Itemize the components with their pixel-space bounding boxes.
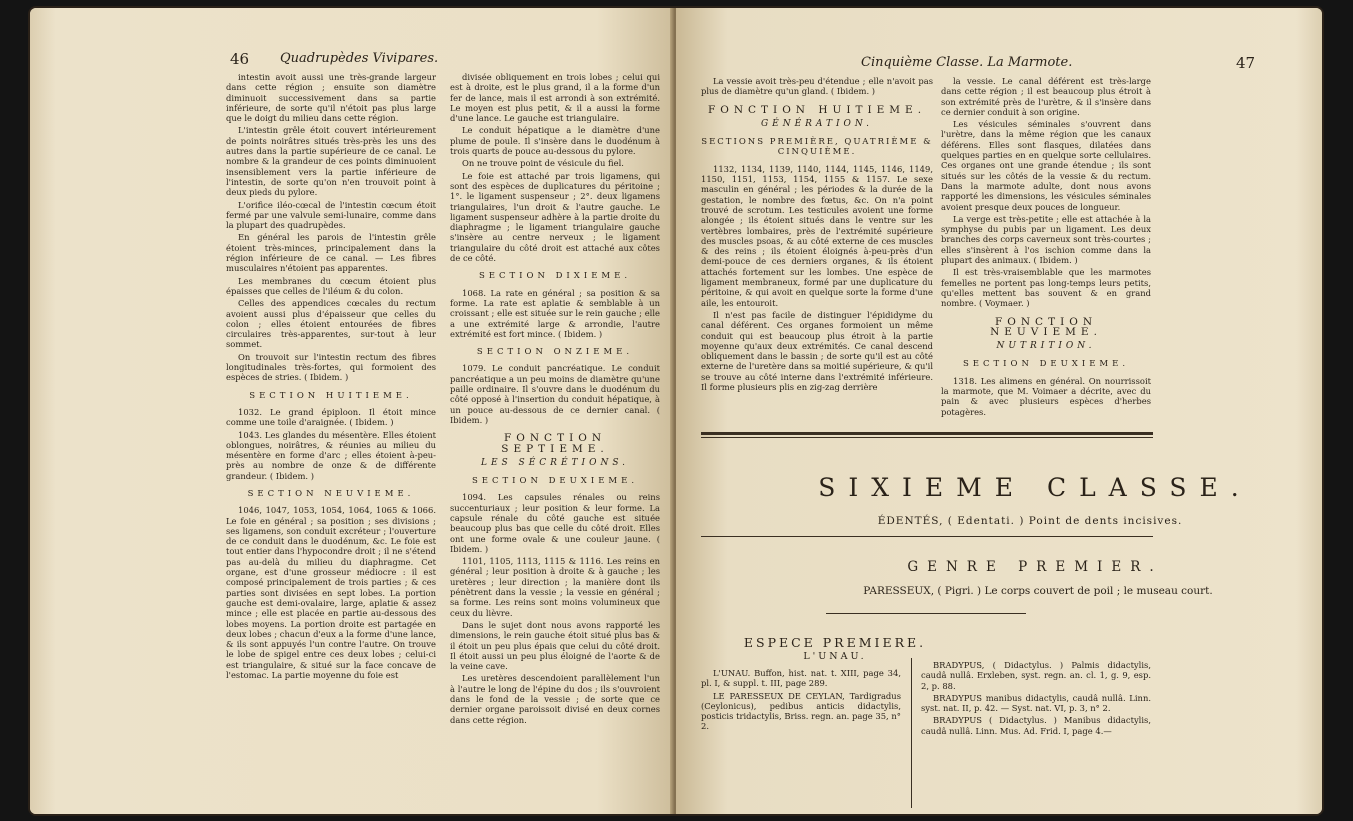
paragraph: On ne trouve point de vésicule du fiel. (462, 158, 624, 169)
genre-subtitle: PARESSEUX, ( Pigri. ) Le corps couvert de poil ; le museau court. (863, 585, 1213, 597)
paragraph: La verge est très-petite ; elle est attachée à la symphyse du pubis par un ligament. Les deux branches des corps caverneux sont très-courtes ; elles s'insèrent à l'os ischion comme dans la plupart des animaux. ( Ibidem. ) (941, 213, 1151, 266)
paragraph: L'intestin grêle étoit couvert intérieurement de points noirâtres situés très-près les uns des autres dans la partie supérieure de ce canal. Le nombre & la grandeur de ces points diminuoient insensiblement vers la partie inférieure de l'intestin, de sorte qu'on n'en trouvoit point à deux pieds du pylore. (226, 125, 436, 198)
paragraph: 1132, 1134, 1139, 1140, 1144, 1145, 1146, 1149, 1150, 1151, 1153, 1154, 1155 & 1157. Le sexe masculin en général ; les périodes & la durée de la gestation, le nombre des fœtus, &c. On n'a point trouvé de scrotum. Les testicules avoient une forme alongée ; ils étoient situés dans le ventre sur les vertèbres lombaires, près de l'extrémité supérieure des muscles psoas, & au côté externe de ces muscles & des reins ; ils étoient éloignés à-peu-près d'un demi-pouce de ces derniers organes, & ils étoient attachés fortement sur les lombes. Une espèce de ligament membraneux, formé par une duplicature du péritoine, & qui avoit en quelque sorte la forme d'une aile, les entouroit. (701, 163, 933, 308)
divider-rule (701, 536, 1153, 537)
class-title: SIXIEME CLASSE. (818, 473, 1252, 502)
left-page (30, 8, 674, 814)
running-header: Quadrupèdes Vivipares. (280, 51, 439, 66)
subheading: LES SÉCRÉTIONS. (480, 457, 630, 468)
paragraph: 1079. Le conduit pancréatique. Le conduit pancréatique a un peu moins de diamètre qu'une paille ordinaire. Il s'ouvre dans le duodénum du côté opposé à l'insertion du conduit hépatique, à un pouce au-dessous de ce dernier canal. ( Ibidem. ) (450, 363, 660, 425)
class-subtitle: ÉDENTÉS, ( Edentati. ) Point de dents incisives. (877, 515, 1183, 527)
paragraph: L'UNAU. Buffon, hist. nat. t. XIII, page 34, pl. I, & suppl. t. III, page 289. (701, 668, 901, 689)
paragraph: Il est très-vraisemblable que les marmotes femelles ne portent pas long-temps leurs petits, qu'elles mettent bas souvent & en grand nombre. ( Voymaer. ) (941, 267, 1151, 309)
running-header: Cinquième Classe. La Marmote. (861, 55, 1073, 70)
section-heading: SECTION NEUVIEME. (247, 488, 415, 499)
paragraph: 1101, 1105, 1113, 1115 & 1116. Les reins en général ; leur position à droite & à gauche ; les uretères ; leur direction ; la manière dont ils pénètrent dans la vessie ; la vessie en général ; sa forme. Les reins sont moins volumineux que ceux du lièvre. (450, 556, 660, 618)
divider-rule (701, 437, 1153, 438)
paragraph: BRADYPUS ( Didactylus. ) Manibus didactylis, caudâ nullâ. Linn. Mus. Ad. Frid. I, page 4.— (921, 715, 1151, 736)
page-number: 46 (230, 50, 250, 68)
section-heading: SECTION ONZIEME. (476, 347, 634, 358)
column-divider (911, 658, 912, 808)
divider-rule (701, 432, 1153, 435)
right-page (676, 8, 1322, 814)
paragraph: Les membranes du cœcum étoient plus épaisses que celles de l'iléum & du colon. (226, 275, 436, 296)
paragraph: Il n'est pas facile de distinguer l'épididyme du canal déférent. Ces organes formoient un même conduit qui est beaucoup plus étroit à la partie moyenne qu'aux deux extrémités. Ce canal descend obliquement dans le bassin ; de sorte qu'il est au côté externe de l'uretère dans sa moitié supérieure, & qu'il se trouve au côté interne dans l'extrémité inférieure. Il forme plusieurs plis en zig-zag derrière (701, 309, 933, 393)
text-column-1 (701, 76, 933, 394)
text-column-1 (226, 72, 436, 682)
paragraph: LE PARESSEUX DE CEYLAN, Tardigradus (Ceylonicus), pedibus anticis didactylis, posticis tridactylis, Briss. regn. an. page 35, n° 2. (701, 690, 901, 732)
section-heading: SECTIONS PREMIÈRE, QUATRIÈME & CINQUIÈME. (701, 137, 933, 158)
paragraph: 1032. Le grand épiploon. Il étoit mince comme une toile d'araignée. ( Ibidem. ) (226, 406, 436, 428)
paragraph: Dans le sujet dont nous avons rapporté les dimensions, le rein gauche étoit situé plus bas & il étoit un peu plus épais que celui du côté droit. Il étoit aussi un peu plus éloigné de l'aorte & de la veine cave. (450, 619, 660, 672)
function-heading: FONCTION SEPTIEME. (501, 432, 609, 455)
subheading: GÉNÉRATION. (760, 118, 874, 129)
paragraph: L'orifice iléo-cœcal de l'intestin cœcum étoit fermé par une valvule semi-lunaire, comme dans la plupart des quadrupèdes. (226, 199, 436, 231)
paragraph: BRADYPUS manibus didactylis, caudâ nullâ. Linn. syst. nat. II, p. 42. — Syst. nat. VI, p. 3, n° 2. (921, 692, 1151, 714)
paragraph: divisée obliquement en trois lobes ; celui qui est à droite, est le plus grand, il a la forme d'un fer de lance, mais il est arrondi à son extrémité. Le moyen est plus petit, & il a aussi la forme d'une lance. Le gauche est triangulaire. (450, 72, 660, 124)
text-column-2 (941, 76, 1151, 419)
paragraph: La vessie avoit très-peu d'étendue ; elle n'avoit pas plus de diamètre qu'un gland. ( Ibidem. ) (701, 76, 933, 97)
section-heading: SECTION DEUXIEME. (962, 359, 1130, 370)
paragraph: BRADYPUS, ( Didactylus. ) Palmis didactylis, caudâ nullâ. Erxleben, syst. regn. an. cl. 1, g. 9, esp. 2, p. 88. (921, 660, 1151, 691)
paragraph: Celles des appendices cœcales du rectum avoient aussi plus d'épaisseur que celles du colon ; elles étoient entourées de fibres circulaires très-apparentes, sur-tout à leur sommet. (226, 298, 436, 350)
paragraph: 1318. Les alimens en général. On nourrissoit la marmote, que M. Voimaer a décrite, avec du pain & avec plusieurs espèces d'herbes potagères. (941, 375, 1151, 417)
species-title: ESPECE PREMIERE. (743, 635, 927, 650)
text-column-3 (701, 668, 901, 734)
text-column-4 (921, 660, 1151, 738)
book-spread (30, 8, 1322, 814)
genre-title: GENRE PREMIER. (907, 559, 1163, 575)
paragraph: En général les parois de l'intestin grêle étoient très-minces, principalement dans la région inférieure de ce canal. — Les fibres musculaires n'étoient pas apparentes. (226, 232, 436, 274)
paragraph: Le conduit hépatique a le diamètre d'une plume de poule. Il s'insère dans le duodénum à trois quarts de pouce au-dessous du pylore. (450, 125, 660, 157)
paragraph: 1094. Les capsules rénales ou reins succenturiaux ; leur position & leur forme. La capsule rénale du côté gauche est située beaucoup plus bas que celle du côté droit. Elles ont une forme ovale & une couleur jaune. ( Ibidem. ) (450, 492, 660, 554)
paragraph: intestin avoit aussi une très-grande largeur dans cette région ; ensuite son diamètre diminuoit successivement dans sa partie inférieure, de sorte qu'il n'étoit pas plus large que le doigt du milieu dans cette région. (226, 72, 436, 124)
section-heading: SECTION DEUXIEME. (471, 476, 639, 487)
divider-rule (826, 613, 1026, 614)
paragraph: Le foie est attaché par trois ligamens, qui sont des espèces de duplicatures du péritoine ; 1°. le ligament suspenseur ; 2°. deux ligamens triangulaires, l'un droit & l'autre gauche. Le ligament suspenseur adhère à la partie droite du diaphragme ; le ligament triangulaire gauche s'insère au centre nerveux ; le ligament triangulaire du côté droit est attaché aux côtes de ce côté. (450, 170, 660, 264)
function-heading: FONCTION HUITIEME. (707, 103, 927, 116)
species-name: L'UNAU. (803, 651, 867, 662)
section-heading: SECTION DIXIEME. (478, 271, 632, 282)
section-heading: SECTION HUITIEME. (249, 390, 413, 401)
function-heading: FONCTION NEUVIEME. (990, 315, 1102, 338)
paragraph: 1068. La rate en général ; sa position & sa forme. La rate est aplatie & semblable à un croissant ; elle est située sur le rein gauche ; elle a une extrémité large & arrondie, l'autre extrémité est fort mince. ( Ibidem. ) (450, 287, 660, 339)
page-number: 47 (1236, 54, 1256, 72)
paragraph: On trouvoit sur l'intestin rectum des fibres longitudinales très-fortes, qui formoient des espèces de stries. ( Ibidem. ) (226, 351, 436, 383)
paragraph: 1046, 1047, 1053, 1054, 1064, 1065 & 1066. Le foie en général ; sa position ; ses divisions ; ses ligamens, son conduit excréteur ; l'ouverture de ce conduit dans le duodénum, &c. Le foie est tout entier dans l'hypocondre droit ; il ne s'étend pas au-delà du milieu du diaphragme. Cet organe, est d'une grosseur médiocre : il est composé principalement de trois parties ; & ces parties sont divisées en sept lobes. La portion gauche est demi-ovalaire, large, aplatie & assez mince ; elle est placée en partie au-dessous des lobes moyens. La portion droite est partagée en deux lobes ; chacun d'eux a la forme d'une lance, & ils sont appuyés l'un contre l'autre. On trouve le lobe de spigel entre ces deux lobes ; celui-ci est triangulaire, & situé sur la face concave de l'estomac. La partie moyenne du foie est (226, 505, 436, 681)
subheading: NUTRITION. (996, 341, 1096, 352)
paragraph: la vessie. Le canal déférent est très-large dans cette région ; il est beaucoup plus étroit à son extrémité près de l'urètre, & il s'insère dans ce dernier conduit à son origine. (941, 76, 1151, 117)
text-column-2 (450, 72, 660, 727)
paragraph: Les vésicules séminales s'ouvrent dans l'urètre, dans la même région que les canaux déférens. Elles sont flasques, dilatées dans quelques parties en en quelque sorte cellulaires. Ces organes ont une grande étendue ; ils sont situés sur les côtés de la vessie & du rectum. Dans la marmote adulte, dont nous avons rapporté les dimensions, les vésicules séminales avoient presque deux pouces de longueur. (941, 119, 1151, 212)
paragraph: Les uretères descendoient parallèlement l'un à l'autre le long de l'épine du dos ; ils s'ouvroient dans le fond de la vessie ; de sorte que ce dernier organe paroissoit divisé en deux cornes dans cette région. (450, 673, 660, 725)
paragraph: 1043. Les glandes du mésentère. Elles étoient oblongues, noirâtres, & réunies au milieu du mésentère en forme d'arc ; elles étoient à-peu-près au nombre de onze & de différente grandeur. ( Ibidem. ) (226, 429, 436, 481)
